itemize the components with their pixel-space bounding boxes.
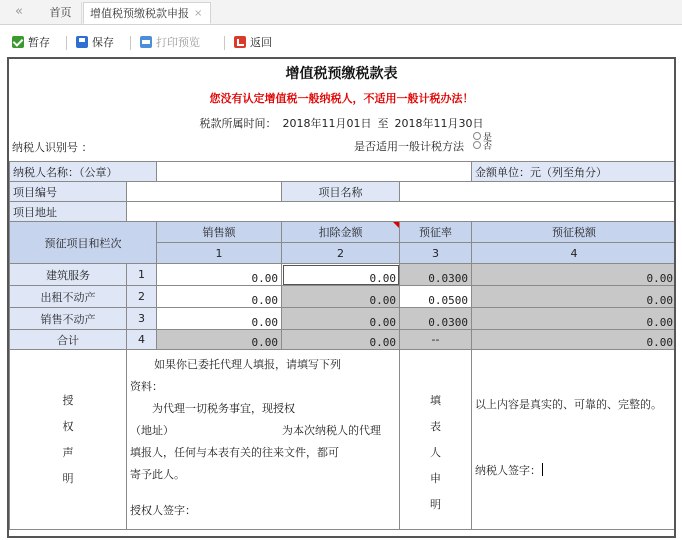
deduction-value: 0.00 [282, 286, 400, 308]
authorizer-signature[interactable]: 授权人签字： [130, 504, 196, 517]
rate-column-header: 预征率 [400, 222, 472, 243]
tax-period [9, 115, 674, 131]
auth-line [130, 420, 396, 442]
authorization-label-char: 授 [62, 394, 74, 407]
tab-home[interactable]: 首页 [40, 2, 82, 24]
sales-input[interactable]: 0.00 [157, 308, 282, 330]
save-draft-button[interactable] [12, 34, 50, 52]
radio-no[interactable] [473, 141, 499, 150]
check-icon [12, 36, 24, 48]
toolbar [0, 33, 682, 53]
deduction-column-header: 扣除金额 [282, 222, 400, 243]
period-to: 至 [377, 117, 389, 130]
sales-input[interactable]: 0.00 [157, 286, 282, 308]
warning-message: 您没有认定增值税一般纳税人，不适用一般计税办法！ [209, 92, 474, 105]
auth-line: 寄予此人。 [130, 468, 185, 481]
column-number: 4 [472, 243, 676, 264]
taxpayer-signature-field[interactable] [475, 460, 673, 482]
rate-total: -- [400, 330, 472, 350]
deduction-value: 0.00 [282, 308, 400, 330]
radio-yes-label: 是 [483, 133, 493, 143]
sales-total: 0.00 [157, 330, 282, 350]
column-number: 2 [282, 243, 400, 264]
tab-vat-prepayment-label: 增值税预缴税款申报 [90, 7, 189, 20]
project-address-label: 项目地址 [10, 202, 127, 222]
radio-yes-circle[interactable] [473, 132, 481, 140]
tax-value: 0.00 [472, 286, 676, 308]
declaration-label-char: 填 [430, 394, 441, 407]
tax-value: 0.00 [472, 264, 676, 286]
amount-unit-label: 金额单位：元（列至角分） [472, 162, 676, 182]
declaration-label-char: 表 [430, 420, 441, 433]
declaration-label-char: 明 [430, 498, 441, 511]
row-name: 合计 [10, 330, 127, 350]
save-button[interactable] [76, 34, 114, 52]
row-number: 2 [127, 286, 157, 308]
general-method-radio-group [473, 132, 499, 150]
toolbar-divider [66, 36, 67, 50]
toolbar-divider [224, 36, 225, 50]
close-icon[interactable]: × [194, 8, 203, 19]
table-row [10, 308, 677, 330]
project-no-label: 项目编号 [10, 182, 127, 202]
tab-bar [0, 0, 682, 25]
column-number: 3 [400, 243, 472, 264]
return-icon [234, 36, 246, 48]
project-no-field[interactable] [127, 182, 282, 202]
taxpayer-id-label: 纳税人识别号 ： [12, 141, 93, 154]
row-number: 1 [127, 264, 157, 286]
authorization-label-char: 声 [62, 446, 74, 459]
declaration-text [472, 350, 676, 530]
print-preview-button[interactable] [140, 34, 200, 52]
prepayment-table [9, 161, 676, 530]
save-icon [76, 36, 88, 48]
sales-input[interactable]: 0.00 [157, 264, 282, 286]
authorization-label-char: 权 [62, 420, 74, 433]
auth-line: 如果你已委托代理人填报，请填写下列 [154, 358, 341, 371]
period-start: 2018年11月01日 [282, 117, 372, 130]
row-name: 销售不动产 [10, 308, 127, 330]
form-title: 增值税预缴税款表 [285, 66, 398, 82]
row-name: 建筑服务 [10, 264, 127, 286]
project-name-field[interactable] [400, 182, 677, 202]
tab-vat-prepayment[interactable] [83, 2, 211, 24]
authorization-text [127, 350, 400, 530]
radio-yes[interactable] [473, 132, 499, 141]
sales-column-header: 销售额 [157, 222, 282, 243]
auth-line: 资料： [130, 380, 163, 393]
auth-agent-text: 为本次纳税人的代理 [282, 424, 381, 437]
toolbar-divider [130, 36, 131, 50]
project-address-field[interactable] [127, 202, 677, 222]
tax-column-header: 预征税额 [472, 222, 676, 243]
print-preview-label: 打印预览 [156, 36, 200, 49]
authorization-label-char: 明 [62, 472, 74, 485]
tax-value: 0.00 [472, 308, 676, 330]
save-draft-label: 暂存 [28, 36, 50, 49]
rate-value: 0.0300 [400, 308, 472, 330]
declaration-label-char: 申 [430, 472, 441, 485]
project-name-label: 项目名称 [282, 182, 400, 202]
print-icon [140, 36, 152, 48]
back-button[interactable] [234, 34, 272, 52]
declaration-label [400, 350, 472, 530]
period-label: 税款所属时间： [199, 117, 277, 130]
table-row [10, 264, 677, 286]
auth-address-label: （地址） [130, 424, 174, 437]
authorization-label [10, 350, 127, 530]
taxpayer-name-field[interactable] [157, 162, 472, 182]
period-end: 2018年11月30日 [394, 117, 484, 130]
rate-value: 0.0300 [400, 264, 472, 286]
radio-no-label: 否 [483, 142, 493, 152]
save-label: 保存 [92, 36, 114, 49]
text-cursor [542, 463, 543, 476]
declaration-statement: 以上内容是真实的、可靠的、完整的。 [475, 398, 663, 411]
row-name: 出租不动产 [10, 286, 127, 308]
tax-form [7, 57, 676, 538]
deduction-total: 0.00 [282, 330, 400, 350]
declaration-label-char: 人 [430, 446, 441, 459]
column-number: 1 [157, 243, 282, 264]
table-row [10, 286, 677, 308]
general-method-label: 是否适用一般计税方法 [354, 140, 464, 153]
auth-line: 为代理一切税务事宜，现授权 [152, 402, 295, 415]
rate-value: 0.0500 [400, 286, 472, 308]
back-label: 返回 [250, 36, 272, 49]
deduction-input[interactable]: 0.00 [282, 264, 400, 286]
row-number: 4 [127, 330, 157, 350]
row-number: 3 [127, 308, 157, 330]
radio-no-circle[interactable] [473, 141, 481, 149]
auth-line: 填报人，任何与本表有关的往来文件，都可 [130, 446, 339, 459]
tax-total: 0.00 [472, 330, 676, 350]
table-row [10, 330, 677, 350]
tab-scroll-back-icon[interactable]: « [15, 4, 23, 19]
item-column-header: 预征项目和栏次 [10, 222, 157, 264]
taxpayer-signature-label: 纳税人签字： [475, 464, 542, 477]
taxpayer-name-label: 纳税人名称：（公章） [10, 162, 157, 182]
